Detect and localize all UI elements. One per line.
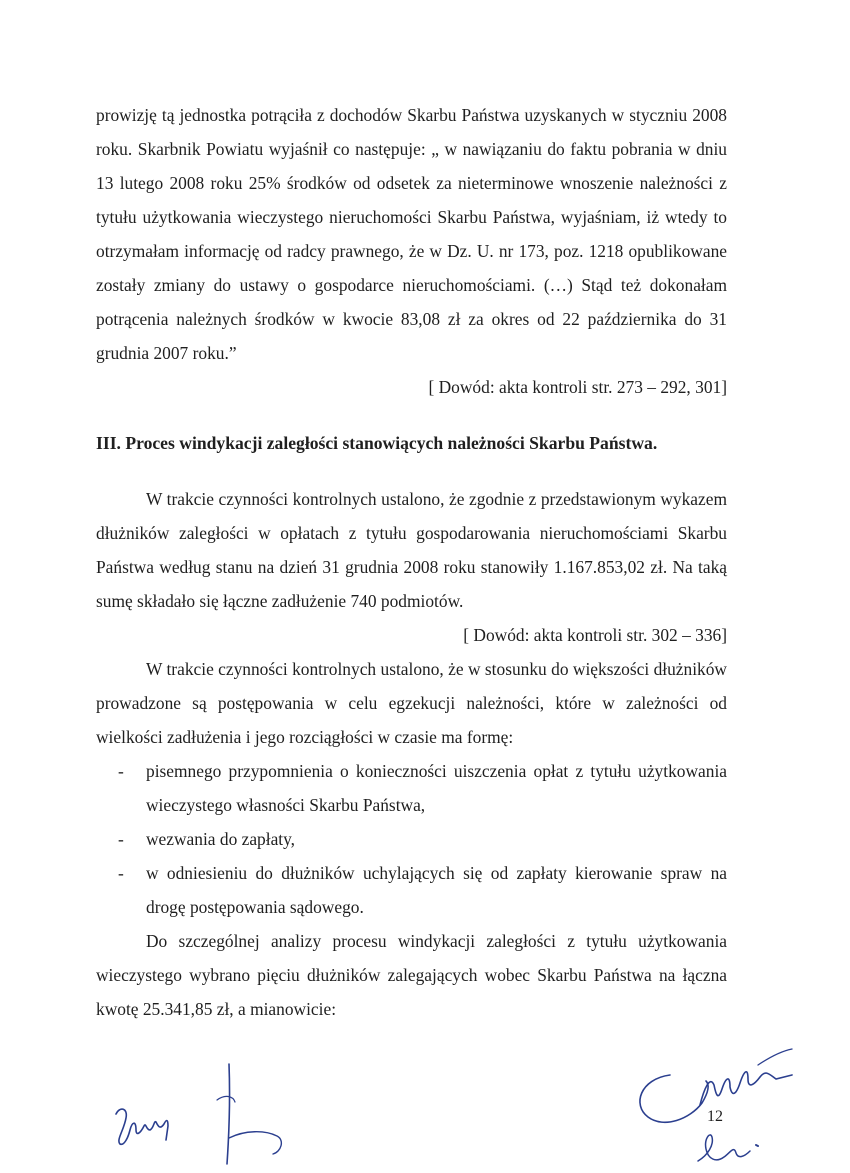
evidence-reference-1: [ Dowód: akta kontroli str. 273 – 292, 301] [428, 377, 727, 397]
list-item-text: pisemnego przypomnienia o konieczności uiszczenia opłat z tytułu użytkowania wieczystego własności Skarbu Państwa, [146, 761, 727, 815]
list-item [96, 822, 727, 856]
handwritten-initials-right [690, 1125, 790, 1170]
section-heading: III. Proces windykacji zaległości stanowiących należności Skarbu Państwa. [96, 433, 658, 453]
paragraph-3: W trakcie czynności kontrolnych ustalono, że w stosunku do większości dłużników prowadzone są postępowania w celu egzekucji należności, które w zależności od wielkości zadłużenia i jego rozciągłości w czasie ma formę: [96, 659, 727, 747]
paragraph-1: prowizję tą jednostka potrąciła z dochodów Skarbu Państwa uzyskanych w styczniu 2008 roku. Skarbnik Powiatu wyjaśnił co następuje: „ w nawiązaniu do faktu pobrania w dniu 13 lutego 2008 roku 25% środków od odsetek za nieterminowe wnoszenie należności z tytułu użytkowania wieczystego nieruchomości Skarbu Państwa, wyjaśniam, iż wtedy to otrzymałam informację od radcy prawnego, że w Dz. U. nr 173, poz. 1218 opublikowane zostały zmiany do ustawy o gospodarce nieruchomościami. (…) Stąd też dokonałam potrącenia należnych środków w kwocie 83,08 zł za okres od 22 października do 31 grudnia 2007 roku.” [96, 105, 727, 363]
handwritten-initials-left [110, 1100, 180, 1150]
paragraph-2: W trakcie czynności kontrolnych ustalono, że zgodnie z przedstawionym wykazem dłużników zaległości w opłatach z tytułu gospodarowania nieruchomościami Skarbu Państwa według stanu na dzień 31 grudnia 2008 roku stanowiły 1.167.853,02 zł. Na taką sumę składało się łączne zadłużenie 740 podmiotów. [96, 489, 727, 611]
paragraph-4: Do szczególnej analizy procesu windykacji zaległości z tytułu użytkowania wieczystego wybrano pięciu dłużników zalegających wobec Skarbu Państwa na łączna kwotę 25.341,85 zł, a mianowicie: [96, 931, 727, 1019]
page-number: 12 [707, 1108, 723, 1125]
list-dash: - [118, 761, 124, 781]
list-dash: - [118, 863, 124, 883]
handwritten-stroke-center [215, 1060, 295, 1170]
collection-forms-list [96, 754, 727, 924]
list-item [96, 856, 727, 924]
evidence-reference-2: [ Dowód: akta kontroli str. 302 – 336] [463, 625, 727, 645]
document-body [96, 98, 727, 1026]
list-item-text: wezwania do zapłaty, [146, 829, 296, 849]
list-item-text: w odniesieniu do dłużników uchylających się od zapłaty kierowanie spraw na drogę postępowania sądowego. [146, 863, 727, 917]
list-item [96, 754, 727, 822]
list-dash: - [118, 829, 124, 849]
